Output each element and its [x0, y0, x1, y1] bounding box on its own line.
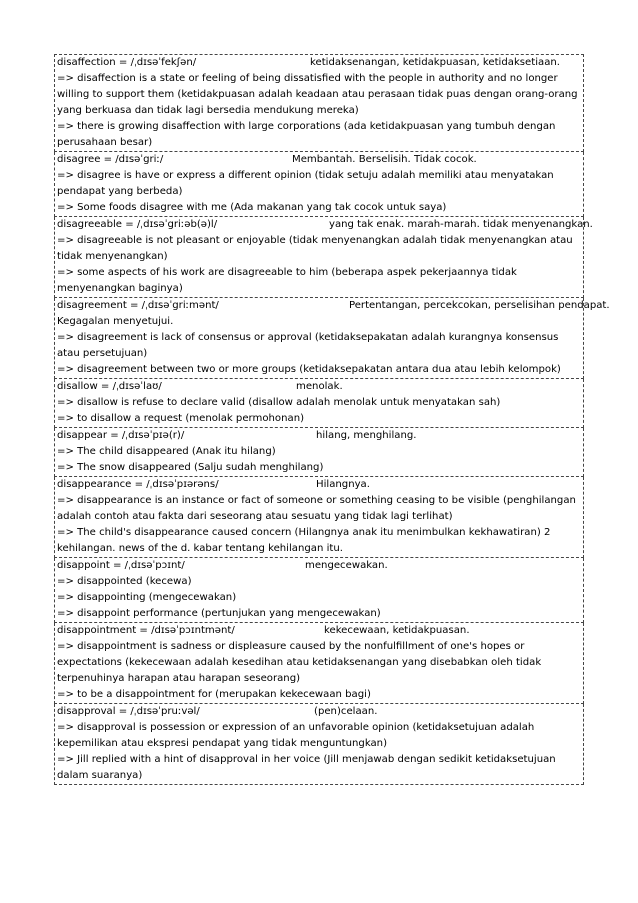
entry-word: disappear = /ˌdɪsəˈpɪə(r)/: [57, 430, 185, 441]
entry-line: => disagreement is lack of consensus or approval (ketidaksepakatan adalah kurangnya konsensus atau persetujuan): [57, 332, 559, 359]
entry-disappear: [54, 428, 584, 477]
entry-word: disaffection = /ˌdɪsəˈfekʃən/: [57, 57, 197, 68]
entry-line: => disappointment is sadness or displeasure caused by the nonfulfillment of one's hopes or expectations (kekecewaan adalah kesedihan atau ketidaksenangan yang disebabkan oleh tidak terpenuhinya harapan atau harapan seseorang): [57, 641, 542, 684]
entry-disagreement: [54, 298, 610, 379]
entry-disagreeable: [54, 217, 593, 298]
entry-word: disapproval = /ˌdɪsəˈpruːvəl/: [57, 706, 200, 717]
entry-line: => disallow is refuse to declare valid (disallow adalah menolak untuk menyatakan sah): [57, 397, 501, 408]
entry-head: [57, 298, 610, 314]
entry-disagree: [54, 152, 584, 217]
entry-word: disappointment = /dɪsəˈpɔɪntmənt/: [57, 625, 235, 636]
entry-translation: yang tak enak. marah-marah. tidak menyenangkan.: [329, 219, 593, 230]
entry-translation: Hilangnya.: [316, 479, 370, 490]
entry-translation: mengecewakan.: [305, 560, 388, 571]
entry-disappoint: [54, 558, 584, 623]
entry-head: [57, 558, 581, 574]
entry-word: disallow = /ˌdɪsəˈlaʊ/: [57, 381, 162, 392]
entry-head: [57, 379, 581, 395]
entry-word: disagree = /dɪsəˈgriː/: [57, 154, 164, 165]
entry-head: [57, 477, 581, 493]
entry-translation: (pen)celaan.: [314, 706, 378, 717]
entry-line: => disappointing (mengecewakan): [57, 592, 237, 603]
entry-line: => disagreeable is not pleasant or enjoyable (tidak menyenangkan adalah tidak menyenangkan atau tidak menyenangkan): [57, 235, 573, 262]
entry-disappointment: [54, 623, 584, 704]
entry-translation: hilang, menghilang.: [316, 430, 417, 441]
entry-line: => disaffection is a state or feeling of being dissatisfied with the people in authority and no longer willing to support them (ketidakpuasan adalah keadaan atau perasaan tidak puas dengan orang-orang yang berkuasa dan tidak lagi bersedia mendukung mereka): [57, 73, 578, 116]
entry-line: => some aspects of his work are disagreeable to him (beberapa aspek pekerjaannya tidak menyenangkan baginya): [57, 267, 517, 294]
entry-translation: menolak.: [296, 381, 343, 392]
entry-disaffection: [54, 54, 584, 152]
entry-line: => disappearance is an instance or fact of someone or something ceasing to be visible (penghilangan adalah contoh atau fakta dari seseorang atau sesuatu yang tidak lagi terlihat): [57, 495, 576, 522]
entry-translation: Pertentangan, percekcokan, perselisihan pendapat.: [349, 300, 610, 311]
entry-translation: ketidaksenangan, ketidakpuasan, ketidaksetiaan.: [310, 57, 560, 68]
entry-word: disappearance = /ˌdɪsəˈpɪərəns/: [57, 479, 219, 490]
entry-head: [57, 704, 581, 720]
entry-line: => disappoint performance (pertunjukan yang mengecewakan): [57, 608, 381, 619]
entry-line: => The child's disappearance caused concern (Hilangnya anak itu menimbulkan kekhawatiran) 2 kehilangan. news of the d. kabar tentang kehilangan itu.: [57, 527, 551, 554]
entry-disapproval: [54, 704, 584, 785]
entry-line: => The snow disappeared (Salju sudah menghilang): [57, 462, 324, 473]
dictionary-page: [54, 54, 610, 785]
entry-head: [57, 428, 581, 444]
entry-head: [57, 217, 593, 233]
entry-head: [57, 623, 581, 639]
entry-word: disagreeable = /ˌdɪsəˈgriːəb(ə)l/: [57, 219, 218, 230]
entry-line: => to be a disappointment for (merupakan kekecewaan bagi): [57, 689, 371, 700]
entry-head: [57, 55, 581, 71]
entry-line: => Some foods disagree with me (Ada makanan yang tak cocok untuk saya): [57, 202, 447, 213]
entry-line: => disagree is have or express a different opinion (tidak setuju adalah memiliki atau menyatakan pendapat yang berbeda): [57, 170, 554, 197]
entry-line: => disagreement between two or more groups (ketidaksepakatan antara dua atau lebih kelompok): [57, 364, 561, 375]
entry-disappearance: [54, 477, 584, 558]
entry-head: [57, 152, 581, 168]
entry-disallow: [54, 379, 584, 428]
entry-line: => there is growing disaffection with large corporations (ada ketidakpuasan yang tumbuh dengan perusahaan besar): [57, 121, 556, 148]
entry-line: => to disallow a request (menolak permohonan): [57, 413, 305, 424]
entry-line: => Jill replied with a hint of disapproval in her voice (Jill menjawab dengan sedikit ketidaksetujuan dalam suaranya): [57, 754, 556, 781]
entry-line: Kegagalan menyetujui.: [57, 316, 174, 327]
entry-line: => The child disappeared (Anak itu hilang): [57, 446, 276, 457]
entry-translation: kekecewaan, ketidakpuasan.: [324, 625, 470, 636]
entry-word: disappoint = /ˌdɪsəˈpɔɪnt/: [57, 560, 185, 571]
entry-line: => disapproval is possession or expression of an unfavorable opinion (ketidaksetujuan adalah kepemilikan atau ekspresi pendapat yang tidak menguntungkan): [57, 722, 535, 749]
entry-translation: Membantah. Berselisih. Tidak cocok.: [292, 154, 477, 165]
entry-line: => disappointed (kecewa): [57, 576, 192, 587]
entry-word: disagreement = /ˌdɪsəˈgriːmənt/: [57, 300, 219, 311]
